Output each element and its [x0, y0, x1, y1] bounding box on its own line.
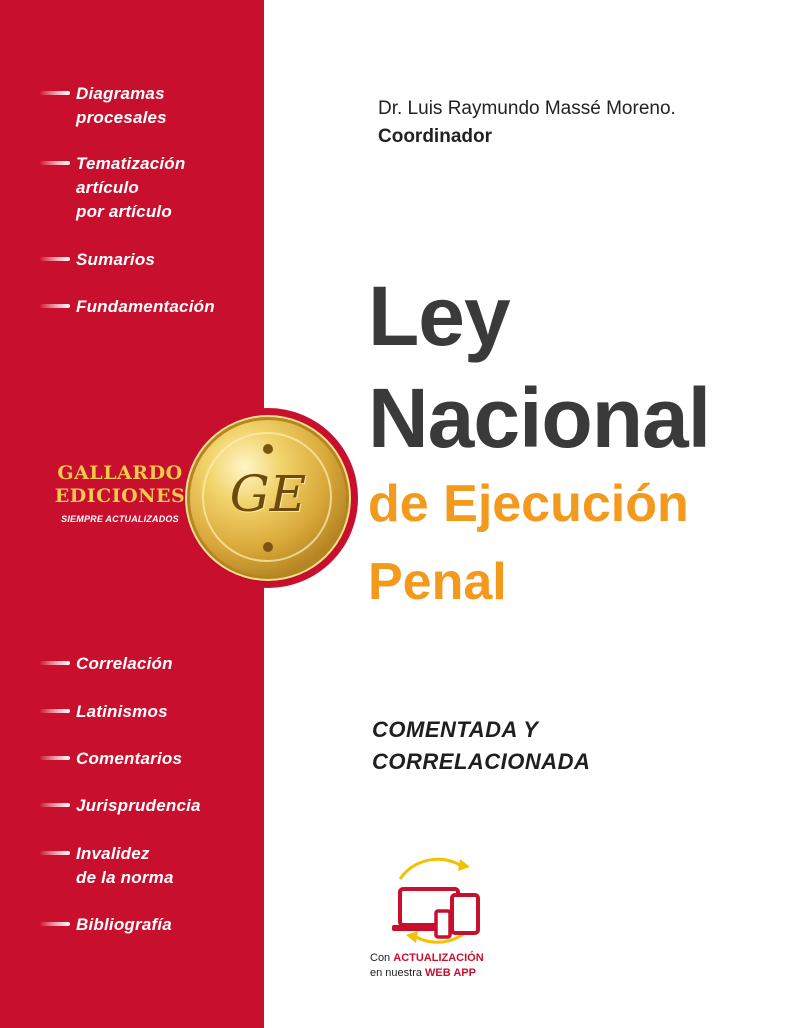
feature-label: Jurisprudencia: [76, 796, 201, 815]
medal-dot: [263, 542, 273, 552]
feature-label: Sumarios: [76, 250, 156, 269]
bullet-dash-icon: [40, 257, 70, 261]
app-caption-line-2: [370, 966, 520, 980]
author-role: Coordinador: [378, 126, 492, 147]
author-name: Dr. Luis Raymundo Massé Moreno.: [378, 98, 676, 119]
publisher-tagline: SIEMPRE ACTUALIZADOS: [61, 514, 179, 524]
app-caption-line-1: [370, 951, 520, 965]
publisher-name: GALLARDO EDICIONES: [54, 462, 186, 507]
feature-label: Tematización artículo por artículo: [76, 154, 186, 221]
bullet-dash-icon: [40, 922, 70, 926]
web-app-badge: [370, 855, 500, 985]
subtitle: COMENTADA Y CORRELACIONADA: [372, 717, 591, 774]
bullet-dash-icon: [40, 756, 70, 760]
title-line-2: Nacional: [368, 371, 711, 465]
medal-dot: [263, 444, 273, 454]
bullet-dash-icon: [40, 803, 70, 807]
bullet-dash-icon: [40, 661, 70, 665]
title-line-1: Ley: [368, 269, 510, 363]
devices-icon: [378, 855, 498, 951]
feature-label: Bibliografía: [76, 915, 172, 934]
app-caption-prefix: Con: [370, 952, 394, 964]
feature-label: Fundamentación: [76, 297, 215, 316]
gold-medal-icon: [190, 420, 346, 576]
feature-label: Invalidez de la norma: [76, 844, 174, 887]
feature-label: Comentarios: [76, 749, 183, 768]
title-line-3: de Ejecución: [368, 475, 689, 533]
feature-label: Diagramas procesales: [76, 84, 167, 127]
app-caption-accent: WEB APP: [425, 967, 476, 979]
bullet-dash-icon: [40, 161, 70, 165]
bullet-dash-icon: [40, 851, 70, 855]
bullet-dash-icon: [40, 91, 70, 95]
publisher-logo: [48, 462, 192, 524]
app-caption-prefix: en nuestra: [370, 967, 426, 979]
medal-monogram: GE: [229, 465, 307, 523]
feature-label: Latinismos: [76, 702, 168, 721]
title-line-4: Penal: [368, 553, 507, 611]
bullet-dash-icon: [40, 709, 70, 713]
bullet-dash-icon: [40, 304, 70, 308]
app-caption-accent: ACTUALIZACIÓN: [393, 952, 484, 964]
feature-label: Correlación: [76, 654, 173, 673]
